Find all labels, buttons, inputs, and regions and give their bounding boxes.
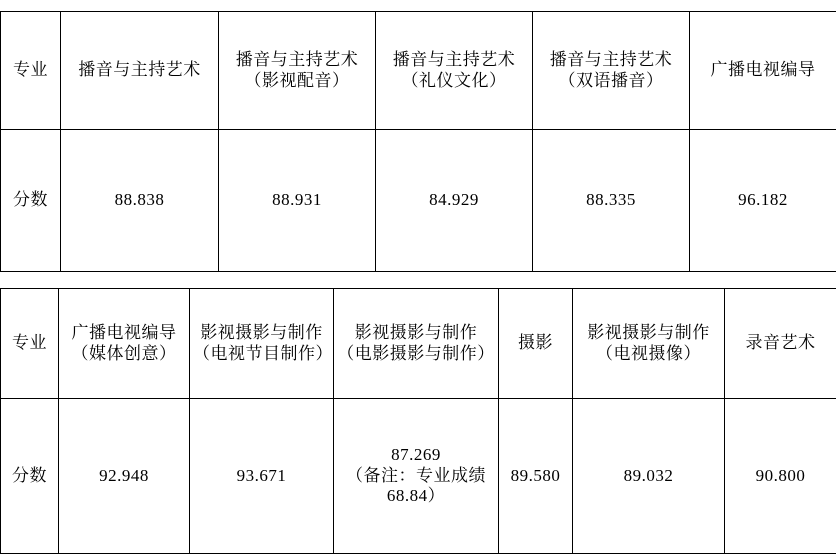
major-cell xyxy=(190,289,334,399)
major-name-line: 影视摄影与制作 xyxy=(576,323,721,344)
score-cell: 88.838 xyxy=(61,130,219,272)
major-cell xyxy=(219,12,376,130)
score-value-line: 87.269 xyxy=(337,445,495,466)
score-cell-with-note xyxy=(334,399,499,554)
row-label-score: 分数 xyxy=(1,130,61,272)
score-cell: 90.800 xyxy=(725,399,836,554)
score-cell: 89.580 xyxy=(499,399,573,554)
majors-scores-table-2 xyxy=(0,288,836,554)
score-cell: 92.948 xyxy=(59,399,190,554)
major-detail-line: （礼仪文化） xyxy=(379,71,529,92)
major-cell xyxy=(59,289,190,399)
major-name-line: 录音艺术 xyxy=(728,333,833,354)
major-name-line: 影视摄影与制作 xyxy=(337,323,495,344)
major-cell xyxy=(573,289,725,399)
major-name-line: 播音与主持艺术 xyxy=(379,50,529,71)
row-label-major: 专业 xyxy=(1,289,59,399)
major-cell xyxy=(533,12,690,130)
major-cell xyxy=(61,12,219,130)
major-name-line: 广播电视编导 xyxy=(693,60,833,81)
score-cell: 93.671 xyxy=(190,399,334,554)
table-row xyxy=(1,399,836,554)
major-name-line: 播音与主持艺术 xyxy=(222,50,372,71)
table-row xyxy=(1,130,836,272)
major-detail-line: （影视配音） xyxy=(222,71,372,92)
major-cell xyxy=(499,289,573,399)
major-name-line: 影视摄影与制作 xyxy=(193,323,330,344)
major-name-line: 播音与主持艺术 xyxy=(536,50,686,71)
score-note-line-1: （备注：专业成绩 xyxy=(337,466,495,487)
table-row xyxy=(1,12,836,130)
major-detail-line: （电影摄影与制作） xyxy=(337,344,495,365)
major-detail-line: （媒体创意） xyxy=(62,344,186,365)
major-detail-line: （电视摄像） xyxy=(576,344,721,365)
row-label-major: 专业 xyxy=(1,12,61,130)
score-cell: 84.929 xyxy=(376,130,533,272)
major-cell xyxy=(334,289,499,399)
score-cell: 88.931 xyxy=(219,130,376,272)
major-detail-line: （双语播音） xyxy=(536,71,686,92)
score-cell: 88.335 xyxy=(533,130,690,272)
major-name-line: 广播电视编导 xyxy=(62,323,186,344)
score-cell: 89.032 xyxy=(573,399,725,554)
major-name-line: 摄影 xyxy=(502,333,569,354)
score-note-line-2: 68.84） xyxy=(337,486,495,507)
row-label-score: 分数 xyxy=(1,399,59,554)
major-cell xyxy=(725,289,836,399)
major-detail-line: （电视节目制作） xyxy=(193,344,330,365)
major-cell xyxy=(690,12,836,130)
majors-scores-table-1 xyxy=(0,11,836,272)
table-row xyxy=(1,289,836,399)
major-cell xyxy=(376,12,533,130)
score-cell: 96.182 xyxy=(690,130,836,272)
major-name-line: 播音与主持艺术 xyxy=(64,60,215,81)
